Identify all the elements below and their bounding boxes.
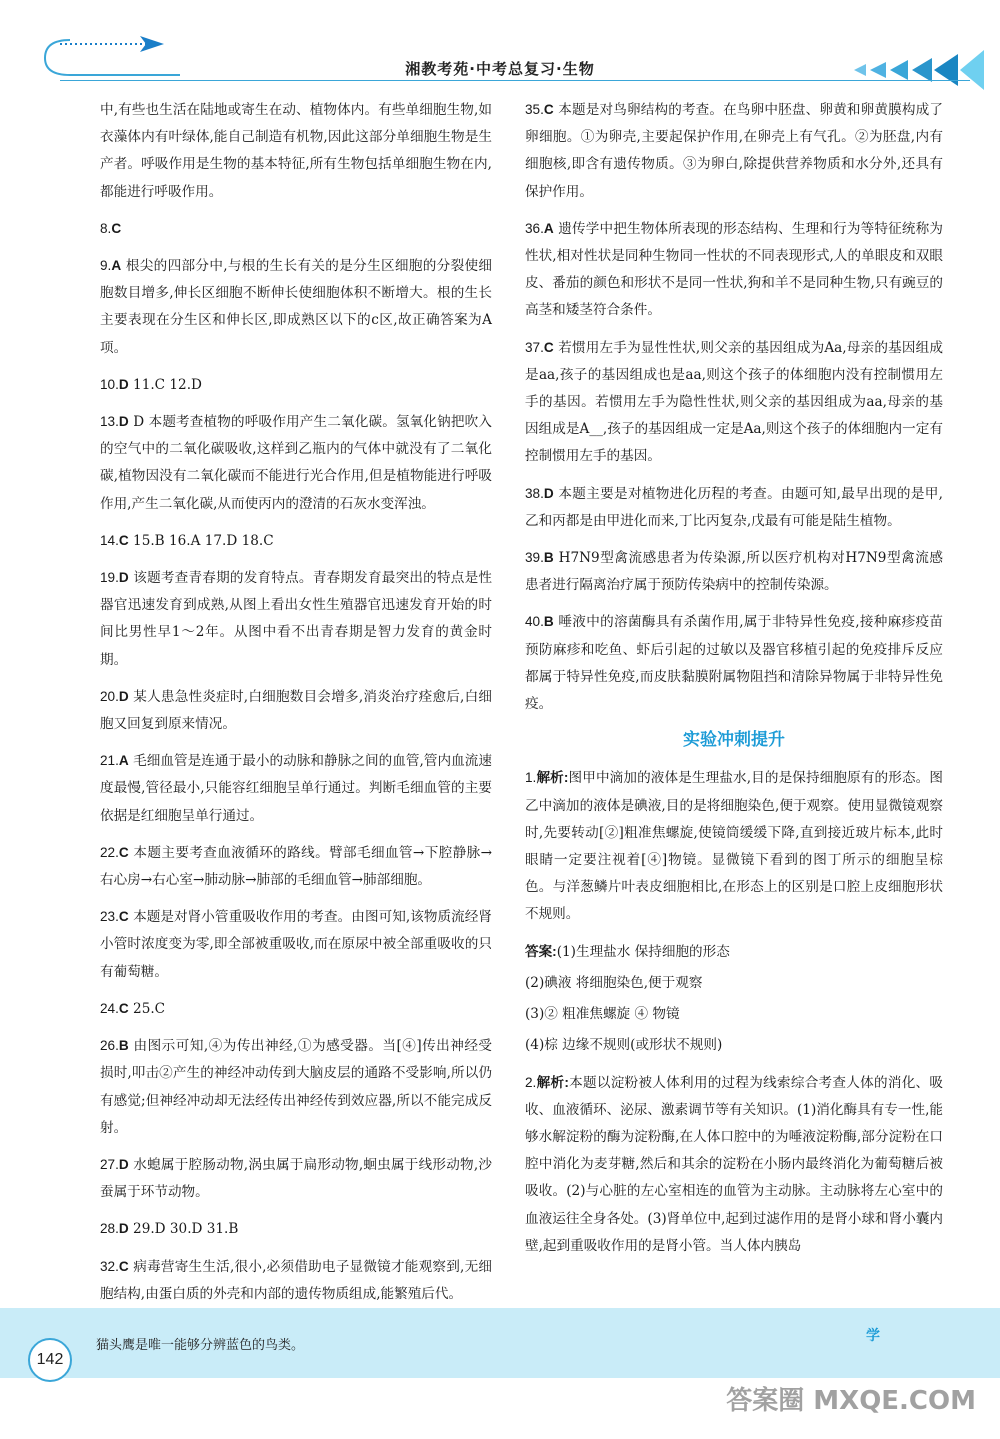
item-answer: C [111,220,122,236]
answer-line-1 [525,938,943,966]
analysis-label: 解析: [536,770,569,786]
item-number: 2. [525,1074,537,1090]
item-answer: D [118,570,129,586]
section-title: 实验冲刺提升 [683,730,785,751]
answer-item [100,1151,492,1206]
answer-label: 答案: [525,943,557,959]
analysis-text: 本题以淀粉被人体利用的过程为线索综合考查人体的消化、吸收、血液循环、泌尿、激素调节等有关知识。(1)消化酶具有专一性,能够水解淀粉的酶为淀粉酶,在人体口腔中的为唾液淀粉酶,部分淀粉在口腔中消化为麦芽糖,然后和其余的淀粉在小肠内最终消化为葡萄糖后被吸收。(2)与心脏的左心室相连的血管为主动脉。主动脉将左心室中的血液运往全身各处。(3)肾单位中,起到过滤作用的是肾小球和肾小囊内壁,起到重吸收作用的是肾小管。当人体内胰岛 [525,1074,944,1254]
item-answer: D [118,1221,129,1237]
answer-item [100,215,492,243]
answer-item [100,1253,492,1308]
answer-item [100,252,492,362]
item-number: 37. [525,339,544,355]
item-answer: D [118,376,129,392]
xue-logo: 学 [866,1328,880,1344]
item-answer: D [543,485,554,501]
analysis-label: 解析: [536,1074,569,1090]
item-answer: C [543,339,554,355]
answer-item [100,1032,492,1142]
item-answer: A [111,258,122,274]
item-text: 病毒营寄生生活,很小,必须借助电子显微镜才能观察到,无细胞结构,由蛋白质的外壳和内部的遗传物质组成,能繁殖后代。 [100,1258,492,1302]
item-number: 22. [100,844,119,860]
item-number: 1. [525,770,537,786]
header-rule [60,80,970,81]
answer-item [100,839,492,894]
item-answer: C [118,532,129,548]
answer-item [100,1215,492,1243]
answer-line-2: (2)碘液 将细胞染色,便于观察 [525,974,703,991]
item-answer: C [118,909,129,925]
answer-item [100,527,492,555]
item-number: 8. [100,220,112,236]
answer-item [100,371,492,399]
item-answer: B [543,614,554,630]
item-number: 40. [525,614,544,630]
watermark: 答案圈 MXQE.COM [726,1386,976,1416]
item-text: 由图示可知,④为传出神经,①为感受器。当[④]传出神经受损时,叩击②产生的神经冲动传到大脑皮层的通路不受影响,所以仍有感觉;但神经冲动却无法经传出神经传到效应器,所以不能完成反射。 [100,1038,492,1136]
item-answer: C [543,102,554,117]
item-number: 19. [100,570,119,586]
experiment-1 [525,764,943,928]
item-number: 35. [525,102,544,117]
left-column [100,96,492,1354]
answer-item [525,96,943,206]
answer-line-3: (3)② 粗准焦螺旋 ④ 物镜 [525,1006,680,1023]
item-text: 本题是对鸟卵结构的考查。在鸟卵中胚盘、卵黄和卵黄膜构成了卵细胞。①为卵壳,主要起保护作用,在卵壳上有气孔。②为胚盘,内有细胞核,即含有遗传物质。③为卵白,除提供营养物质和水分外,还具有保护作用。 [525,102,943,200]
item-number: 39. [525,550,544,566]
answer-item [525,215,943,325]
answer-item [525,544,943,599]
item-answer: B [118,1038,129,1054]
item-text: H7N9型禽流感患者为传染源,所以医疗机构对H7N9型禽流感患者进行隔离治疗属于预防传染病中的控制传染源。 [525,550,943,594]
item-answer: D [118,688,129,704]
page-header [0,30,1000,90]
header-title: 湘教考苑·中考总复习·生物 [405,60,595,78]
answer-item [100,564,492,674]
item-answer: A [543,220,554,236]
item-text: 11.C 12.D [128,376,202,393]
item-number: 24. [100,1000,119,1016]
item-number: 9. [100,258,112,274]
item-text: 唾液中的溶菌酶具有杀菌作用,属于非特异性免疫,接种麻疹疫苗预防麻疹和吃鱼、虾后引起的过敏以及器官移植引起的免疫排斥反应都属于特异性免疫,而皮肤黏膜附属物阻挡和清除异物属于非特异性免疫。 [525,614,943,713]
item-text: 本题是对肾小管重吸收作用的考查。由图可知,该物质流经肾小管时浓度变为零,即全部被重吸收,而在原尿中被全部重吸收的只有葡萄糖。 [100,909,492,980]
item-number: 13. [100,414,119,430]
item-answer: A [118,753,129,769]
item-number: 10. [100,376,119,392]
item-answer: C [118,844,129,860]
item-number: 23. [100,909,119,925]
item-text: 25.C [128,1000,166,1017]
right-column [525,96,943,1269]
answer-item [100,903,492,986]
item-text: 本题主要是对植物进化历程的考查。由题可知,最早出现的是甲,乙和丙都是由甲进化而来,丁比丙复杂,戊最有可能是陆生植物。 [525,485,943,529]
item-text: 本题主要考查血液循环的路线。臂部毛细血管→下腔静脉→右心房→右心室→肺动脉→肺部的毛细血管→肺部细胞。 [100,844,492,889]
item-text: 某人患急性炎症时,白细胞数目会增多,消炎治疗痊愈后,白细胞又回复到原来情况。 [100,688,492,733]
item-text: D 本题考查植物的呼吸作用产生二氧化碳。氢氧化钠把吹入的空气中的二氧化碳吸收,这样到乙瓶内的气体中就没有了二氧化碳,植物因没有二氧化碳而不能进行光合作用,但是植物能进行呼吸作用,产生二氧化碳,从而使丙内的澄清的石灰水变浑浊。 [100,414,492,512]
experiment-2 [525,1069,943,1260]
item-text: 遗传学中把生物体所表现的形态结构、生理和行为等特征统称为性状,相对性状是同种生物同一性状的不同表现形式,人的单眼皮和双眼皮、番茄的颜色和形状不是同一性状,狗和羊不是同种生物,只有豌豆的高茎和矮茎符合条件。 [525,220,943,319]
item-number: 21. [100,753,119,769]
item-answer: B [543,550,554,566]
item-answer: D [118,1156,129,1172]
answer-line-4: (4)棕 边缘不规则(或形状不规则) [525,1037,723,1054]
answer-text: (1)生理盐水 保持细胞的形态 [556,943,730,960]
answer-item [100,683,492,738]
answer-item [525,480,943,535]
item-number: 32. [100,1258,119,1274]
item-number: 27. [100,1156,119,1172]
item-answer: C [118,1000,129,1016]
item-number: 28. [100,1221,119,1237]
answer-item [100,747,492,830]
item-text: 15.B 16.A 17.D 18.C [128,532,274,549]
item-text: 若惯用左手为显性性状,则父亲的基因组成为Aa,母亲的基因组成是aa,孩子的基因组成也是aa,则这个孩子的体细胞内没有控制惯用左手的基因。若惯用左手为隐性性状,则父亲的基因组成为aa,母亲的基因组成是A__,孩子的基因组成一定是Aa,则这个孩子的体细胞内一定有控制惯用左手的基因。 [525,339,943,465]
item-number: 26. [100,1038,119,1054]
item-text: 29.D 30.D 31.B [128,1221,239,1238]
analysis-text: 图甲中滴加的液体是生理盐水,目的是保持细胞原有的形态。图乙中滴加的液体是碘液,目的是将细胞染色,便于观察。使用显微镜观察时,先要转动[②]粗准焦螺旋,使镜筒缓缓下降,直到接近玻片标本,此时眼睛一定要注视着[④]物镜。显微镜下看到的图丁所示的细胞呈棕色。与洋葱鳞片叶表皮细胞相比,在形态上的区别是口腔上皮细胞形状不规则。 [525,770,943,923]
item-number: 14. [100,532,119,548]
item-text: 中,有些也生活在陆地或寄生在动、植物体内。有些单细胞生物,如衣藻体内有叶绿体,能自己制造有机物,因此这部分单细胞生物是生产者。呼吸作用是生物的基本特征,所有生物包括单细胞生物在内,都能进行呼吸作用。 [100,102,492,200]
item-text: 水螅属于腔肠动物,涡虫属于扁形动物,蛔虫属于线形动物,沙蚕属于环节动物。 [100,1156,492,1201]
answer-item [100,408,492,518]
item-number: 38. [525,485,544,501]
page-number: 142 [28,1338,72,1382]
item-answer: D [118,414,129,430]
answer-item [525,334,943,471]
item-number: 36. [525,220,544,236]
answer-item [100,96,492,206]
item-text: 毛细血管是连通于最小的动脉和静脉之间的血管,管内血流速度最慢,管径最小,只能容红细胞呈单行通过。判断毛细血管的主要依据是红细胞呈单行通过。 [100,753,492,824]
item-text: 该题考查青春期的发育特点。青春期发育最突出的特点是性器官迅速发育到成熟,从图上看出女性生殖器官迅速发育开始的时间比男性早1～2年。从图中看不出青春期是智力发育的黄金时期。 [100,570,492,668]
answer-item [100,995,492,1023]
item-number: 20. [100,688,119,704]
answer-item [525,608,943,718]
item-text: 根尖的四部分中,与根的生长有关的是分生区细胞的分裂使细胞数目增多,伸长区细胞不断伸长使细胞体积不断增大。根的生长主要表现在分生区和伸长区,即成熟区以下的c区,故正确答案为A项。 [100,258,492,356]
footer-note: 猫头鹰是唯一能够分辨蓝色的鸟类。 [96,1338,305,1353]
item-answer: C [118,1258,129,1274]
